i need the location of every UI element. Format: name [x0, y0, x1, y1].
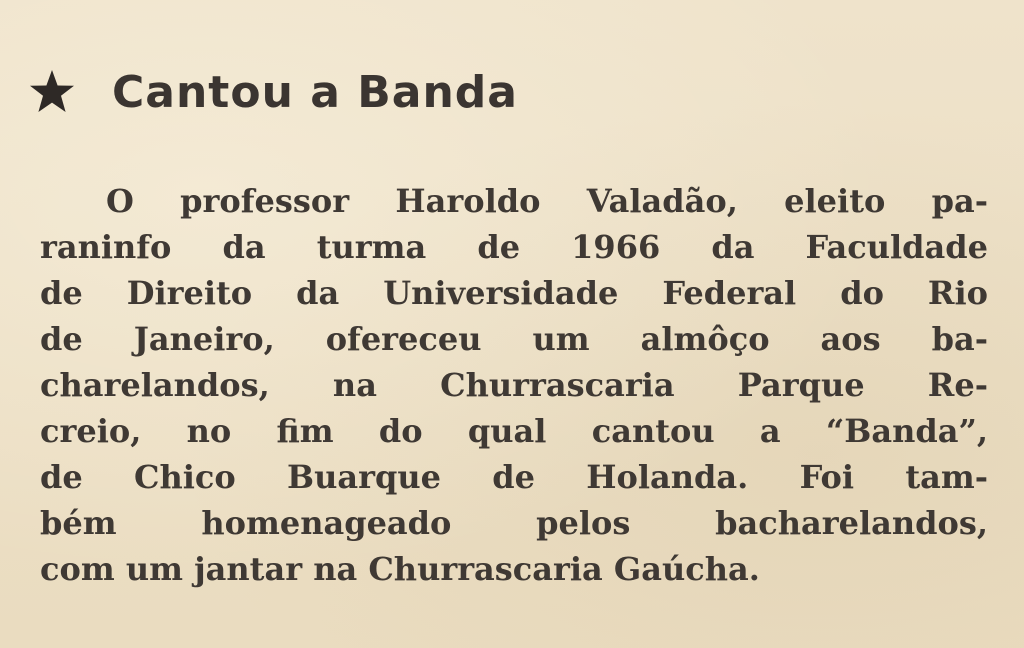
article-line: creio, no fim do qual cantou a “Banda”, [40, 412, 988, 450]
article-line: raninfo da turma de 1966 da Faculdade [40, 228, 988, 266]
star-icon [28, 68, 76, 116]
article-line: de Direito da Universidade Federal do Rio [40, 274, 988, 312]
headline-title: Cantou a Banda [112, 66, 518, 118]
article-line: O professor Haroldo Valadão, eleito pa- [106, 182, 988, 220]
article-line: bém homenageado pelos bacharelandos, [40, 504, 988, 542]
article-line: de Chico Buarque de Holanda. Foi tam- [40, 458, 988, 496]
article-line: charelandos, na Churrascaria Parque Re- [40, 366, 988, 404]
article-line: de Janeiro, ofereceu um almôço aos ba- [40, 320, 988, 358]
headline [28, 60, 518, 124]
article-body [40, 178, 988, 592]
article-line: com um jantar na Churrascaria Gaúcha. [40, 550, 760, 588]
